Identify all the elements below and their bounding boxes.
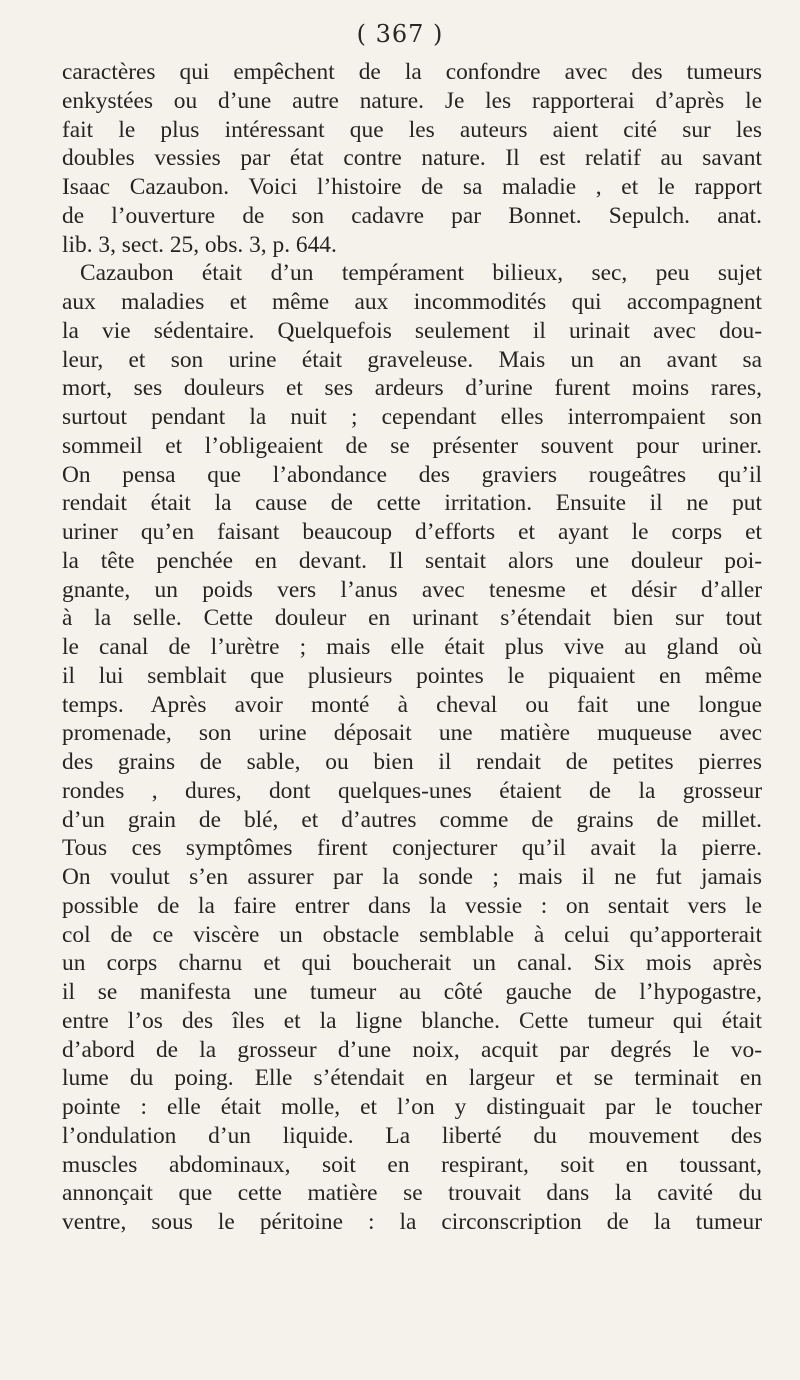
text-line: mort, ses douleurs et ses ardeurs d’urine furent moins rares, xyxy=(62,375,762,402)
text-line: de l’ouverture de son cadavre par Bonnet. Sepulch. anat. xyxy=(62,202,762,229)
text-line: uriner qu’en faisant beaucoup d’efforts et ayant le corps et xyxy=(62,519,762,545)
text-line: col de ce viscère un obstacle semblable à celui qu’apporterait xyxy=(62,921,762,948)
text-line: promenade, son urine déposait une matière muqueuse avec xyxy=(62,720,762,747)
text-line: l’ondulation d’un liquide. La liberté du mouvement des xyxy=(62,1122,762,1149)
text-line: Tous ces symptômes firent conjecturer qu’il avait la pierre. xyxy=(62,835,762,862)
text-line: d’un grain de blé, et d’autres comme de grains de millet. xyxy=(62,806,762,833)
text-line: rondes , dures, dont quelques-unes étaient de la grosseur xyxy=(62,777,762,804)
text-line: enkystées ou d’une autre nature. Je les rapporterai d’après le xyxy=(62,87,762,114)
text-line: gnante, un poids vers l’anus avec tenesme et désir d’aller xyxy=(62,576,762,603)
text-line: possible de la faire entrer dans la vessie : on sentait vers le xyxy=(62,892,762,919)
text-line: rendait était la cause de cette irritation. Ensuite il ne put xyxy=(62,490,762,517)
text-line: muscles abdominaux, soit en respirant, soit en toussant, xyxy=(62,1151,762,1178)
text-line: On pensa que l’abondance des graviers rougeâtres qu’il xyxy=(62,461,762,488)
text-line: pointe : elle était molle, et l’on y distinguait par le toucher xyxy=(62,1094,762,1120)
text-line: surtout pendant la nuit ; cependant elles interrompaient son xyxy=(62,404,762,430)
text-line: d’abord de la grosseur d’une noix, acquit par degrés le vo- xyxy=(62,1036,762,1063)
paragraph-start-line: Cazaubon était d’un tempérament bilieux, sec, peu sujet xyxy=(80,260,762,287)
text-line: ventre, sous le péritoine : la circonscription de la tumeur xyxy=(62,1209,762,1235)
text-line: des grains de sable, ou bien il rendait de petites pierres xyxy=(62,749,762,775)
reference-line: lib. 3, sect. 25, obs. 3, p. 644. xyxy=(62,231,337,258)
text-line: le canal de l’urètre ; mais elle était plus vive au gland où xyxy=(62,634,762,660)
text-line: la vie sédentaire. Quelquefois seulement il urinait avec dou- xyxy=(62,317,762,344)
text-line: il lui semblait que plusieurs pointes le piquaient en même xyxy=(62,662,762,689)
text-line: lume du poing. Elle s’étendait en largeur et se terminait en xyxy=(62,1065,762,1092)
text-line: annonçait que cette matière se trouvait dans la cavité du xyxy=(62,1180,762,1207)
text-line: il se manifesta une tumeur au côté gauche de l’hypogastre, xyxy=(62,979,762,1005)
page-number: ( 367 ) xyxy=(356,20,444,48)
text-line: doubles vessies par état contre nature. Il est relatif au savant xyxy=(62,145,762,172)
text-line: à la selle. Cette douleur en urinant s’étendait bien sur tout xyxy=(62,605,762,632)
text-line: entre l’os des îles et la ligne blanche. Cette tumeur qui était xyxy=(62,1007,762,1034)
text-line: sommeil et l’obligeaient de se présenter souvent pour uriner. xyxy=(62,432,762,459)
text-line: leur, et son urine était graveleuse. Mais un an avant sa xyxy=(62,346,762,373)
body-text xyxy=(62,58,762,1237)
text-line: caractères qui empêchent de la confondre avec des tumeurs xyxy=(62,59,762,85)
text-line: un corps charnu et qui boucherait un canal. Six mois après xyxy=(62,950,762,977)
text-line: temps. Après avoir monté à cheval ou fait une longue xyxy=(62,691,762,718)
text-line: Isaac Cazaubon. Voici l’histoire de sa maladie , et le rapport xyxy=(62,174,762,200)
text-line: aux maladies et même aux incommodités qui accompagnent xyxy=(62,289,762,315)
text-line: fait le plus intéressant que les auteurs aient cité sur les xyxy=(62,116,762,143)
text-line: la tête penchée en devant. Il sentait alors une douleur poi- xyxy=(62,547,762,574)
text-line: On voulut s’en assurer par la sonde ; mais il ne fut jamais xyxy=(62,864,762,890)
